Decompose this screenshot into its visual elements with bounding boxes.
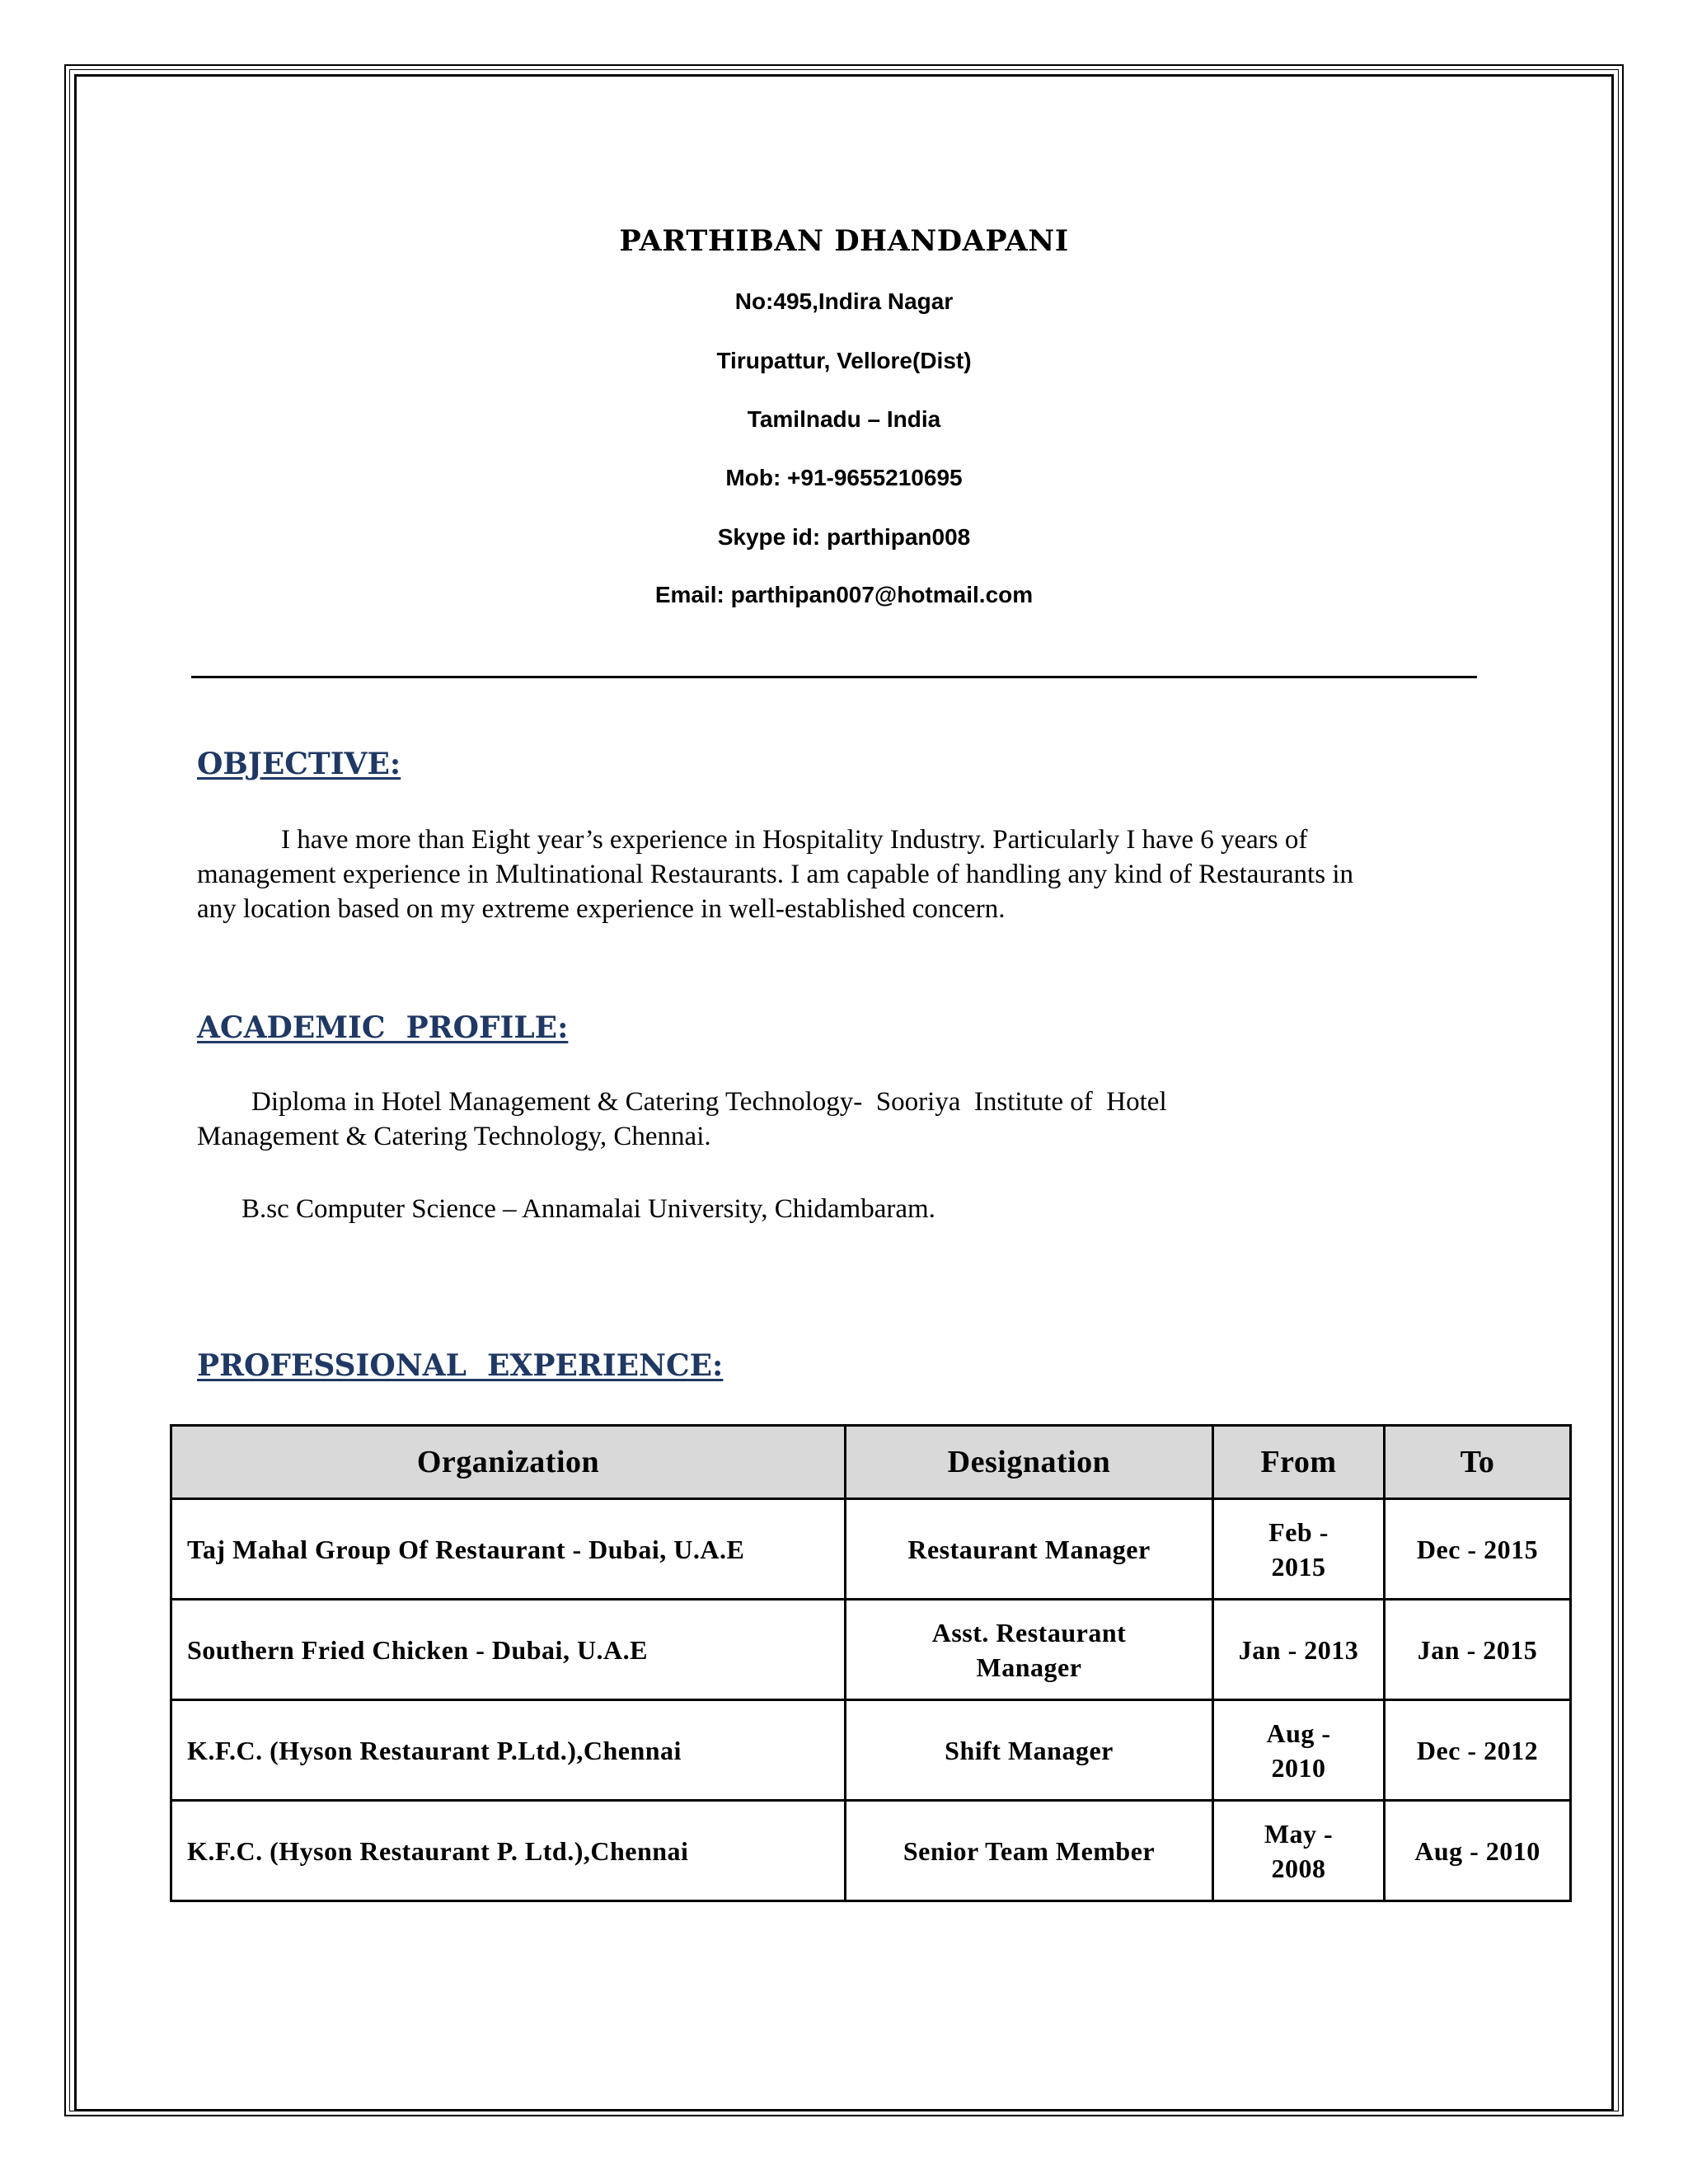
table-row xyxy=(171,1600,1571,1700)
from-date-cell: Jan - 2013 xyxy=(1213,1600,1385,1700)
email-address: Email: parthipan007@hotmail.com xyxy=(654,582,1034,607)
organization-cell: Southern Fried Chicken - Dubai, U.A.E xyxy=(171,1600,846,1700)
to-date-cell: Aug - 2010 xyxy=(1385,1801,1571,1901)
mobile-number: Mob: +91-9655210695 xyxy=(725,465,963,490)
objective-heading: OBJECTIVE: xyxy=(197,747,401,781)
address-line-1: No:495,Indira Nagar xyxy=(734,288,954,314)
academic-item-2: B.sc Computer Science – Annamalai University, Chidambaram. xyxy=(241,1194,935,1224)
address-line-2: Tirupattur, Vellore(Dist) xyxy=(716,348,972,373)
objective-line-3: any location based on my extreme experience in well-established concern. xyxy=(197,894,1006,924)
from-date-cell: May - 2008 xyxy=(1213,1801,1385,1901)
to-date-cell: Dec - 2012 xyxy=(1385,1700,1571,1801)
from-date-cell: Feb - 2015 xyxy=(1213,1499,1385,1600)
candidate-name: PARTHIBAN DHANDAPANI xyxy=(619,224,1069,258)
table-row xyxy=(171,1801,1571,1901)
column-header-organization: Organization xyxy=(171,1426,846,1499)
address-line-3: Tamilnadu – India xyxy=(747,406,941,432)
header-divider xyxy=(191,676,1477,678)
skype-id: Skype id: parthipan008 xyxy=(717,524,971,550)
designation-cell: Shift Manager xyxy=(846,1700,1213,1801)
designation-cell: Asst. Restaurant Manager xyxy=(846,1600,1213,1700)
professional-experience-heading: PROFESSIONAL EXPERIENCE: xyxy=(197,1348,724,1383)
designation-cell: Senior Team Member xyxy=(846,1801,1213,1901)
column-header-to: To xyxy=(1385,1426,1571,1499)
designation-cell: Restaurant Manager xyxy=(846,1499,1213,1600)
to-date-cell: Dec - 2015 xyxy=(1385,1499,1571,1600)
from-date-cell: Aug - 2010 xyxy=(1213,1700,1385,1801)
column-header-designation: Designation xyxy=(846,1426,1213,1499)
objective-line-2: management experience in Multinational Restaurants. I am capable of handling any kind of Restaurants in xyxy=(197,860,1353,889)
column-header-from: From xyxy=(1213,1426,1385,1499)
academic-profile-heading: ACADEMIC PROFILE: xyxy=(197,1010,569,1045)
academic-item-1-line-1: Diploma in Hotel Management & Catering Technology- Sooriya Institute of Hotel xyxy=(251,1087,1167,1117)
organization-cell: K.F.C. (Hyson Restaurant P.Ltd.),Chennai xyxy=(171,1700,846,1801)
table-row xyxy=(171,1700,1571,1801)
table-row xyxy=(171,1499,1571,1600)
objective-line-1: I have more than Eight year’s experience in Hospitality Industry. Particularly I have 6 years of xyxy=(281,825,1308,855)
academic-item-1-line-2: Management & Catering Technology, Chennai. xyxy=(197,1122,711,1151)
table-header-row xyxy=(171,1426,1571,1499)
experience-table xyxy=(170,1424,1572,1902)
organization-cell: K.F.C. (Hyson Restaurant P. Ltd.),Chennai xyxy=(171,1801,846,1901)
organization-cell: Taj Mahal Group Of Restaurant - Dubai, U.A.E xyxy=(171,1499,846,1600)
to-date-cell: Jan - 2015 xyxy=(1385,1600,1571,1700)
